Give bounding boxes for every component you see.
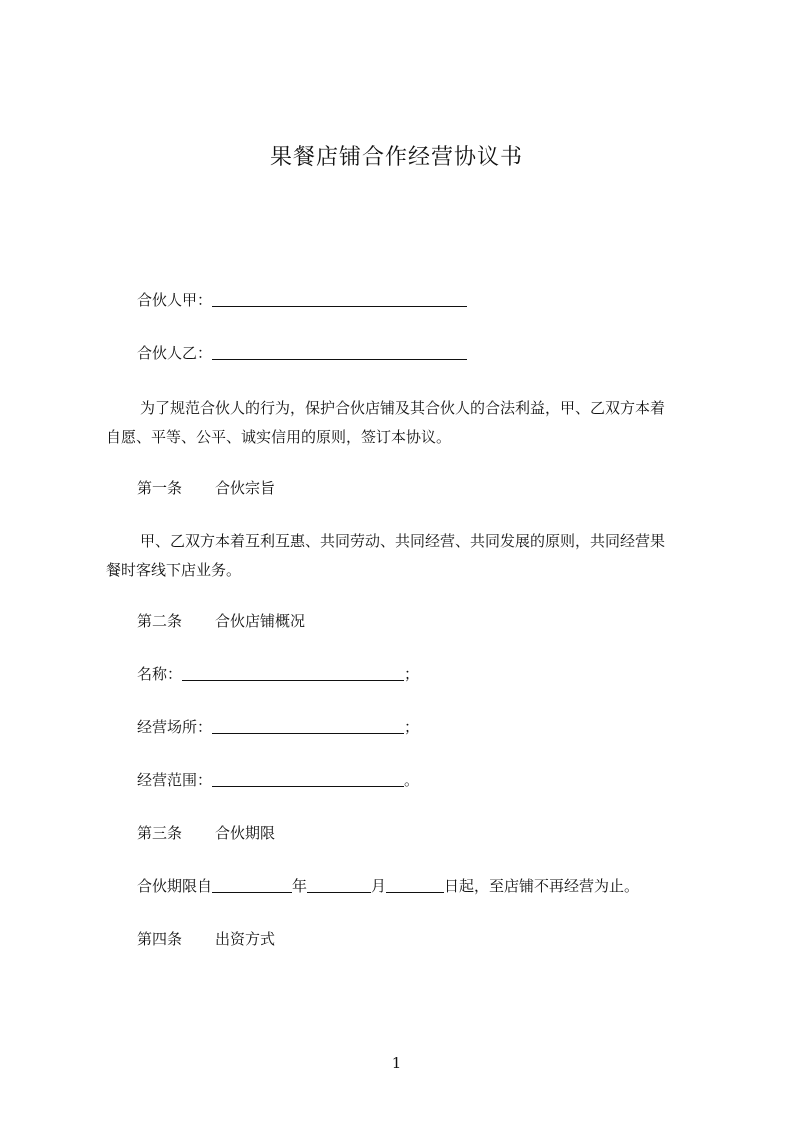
article-3-heading	[137, 821, 275, 845]
partner-b-line	[137, 341, 467, 365]
article-4-name: 出资方式	[215, 930, 276, 948]
shop-name-label: 名称：	[137, 665, 183, 683]
article-1-line-2: 餐时客线下店业务。	[106, 561, 242, 579]
term-line	[137, 874, 639, 898]
year-blank	[212, 878, 292, 893]
preamble-line-2: 自愿、平等、公平、诚实信用的原则，签订本协议。	[106, 428, 452, 446]
term-suffix: 日起，至店铺不再经营为止。	[444, 877, 640, 895]
shop-name-end: ；	[404, 665, 420, 683]
business-place-label: 经营场所：	[137, 718, 213, 736]
preamble-line-1: 为了规范合伙人的行为，保护合伙店铺及其合伙人的合法利益，甲、乙双方本着	[140, 399, 666, 417]
article-1-line-1: 甲、乙双方本着互利互惠、共同劳动、共同经营、共同发展的原则，共同经营果	[140, 532, 666, 550]
article-3-number: 第三条	[137, 824, 183, 842]
article-2-name: 合伙店铺概况	[215, 612, 306, 630]
partner-a-line	[137, 288, 467, 312]
article-3-name: 合伙期限	[215, 824, 276, 842]
business-scope-label: 经营范围：	[137, 771, 213, 789]
business-place-blank	[212, 719, 404, 734]
article-2-heading	[137, 609, 305, 633]
year-label: 年	[292, 877, 308, 895]
business-scope-blank	[212, 772, 404, 787]
article-4-number: 第四条	[137, 930, 183, 948]
month-label: 月	[371, 877, 387, 895]
shop-name-blank	[182, 666, 404, 681]
partner-a-blank	[212, 292, 467, 307]
term-prefix: 合伙期限自	[137, 877, 213, 895]
page-number: 1	[391, 1054, 402, 1072]
business-scope-line	[137, 768, 419, 792]
partner-b-label: 合伙人乙：	[137, 344, 213, 362]
business-scope-end: 。	[404, 771, 420, 789]
month-blank	[307, 878, 371, 893]
article-1-name: 合伙宗旨	[215, 479, 276, 497]
partner-a-label: 合伙人甲：	[137, 291, 213, 309]
day-blank	[386, 878, 444, 893]
business-place-end: ；	[404, 718, 420, 736]
article-4-heading	[137, 927, 275, 951]
preamble-paragraph	[106, 394, 706, 452]
article-1-number: 第一条	[137, 479, 183, 497]
article-1-paragraph	[106, 527, 706, 585]
document-title: 果餐店铺合作经营协议书	[269, 145, 523, 170]
article-2-number: 第二条	[137, 612, 183, 630]
partner-b-blank	[212, 345, 467, 360]
shop-name-line	[137, 662, 419, 686]
article-1-heading	[137, 476, 275, 500]
business-place-line	[137, 715, 419, 739]
